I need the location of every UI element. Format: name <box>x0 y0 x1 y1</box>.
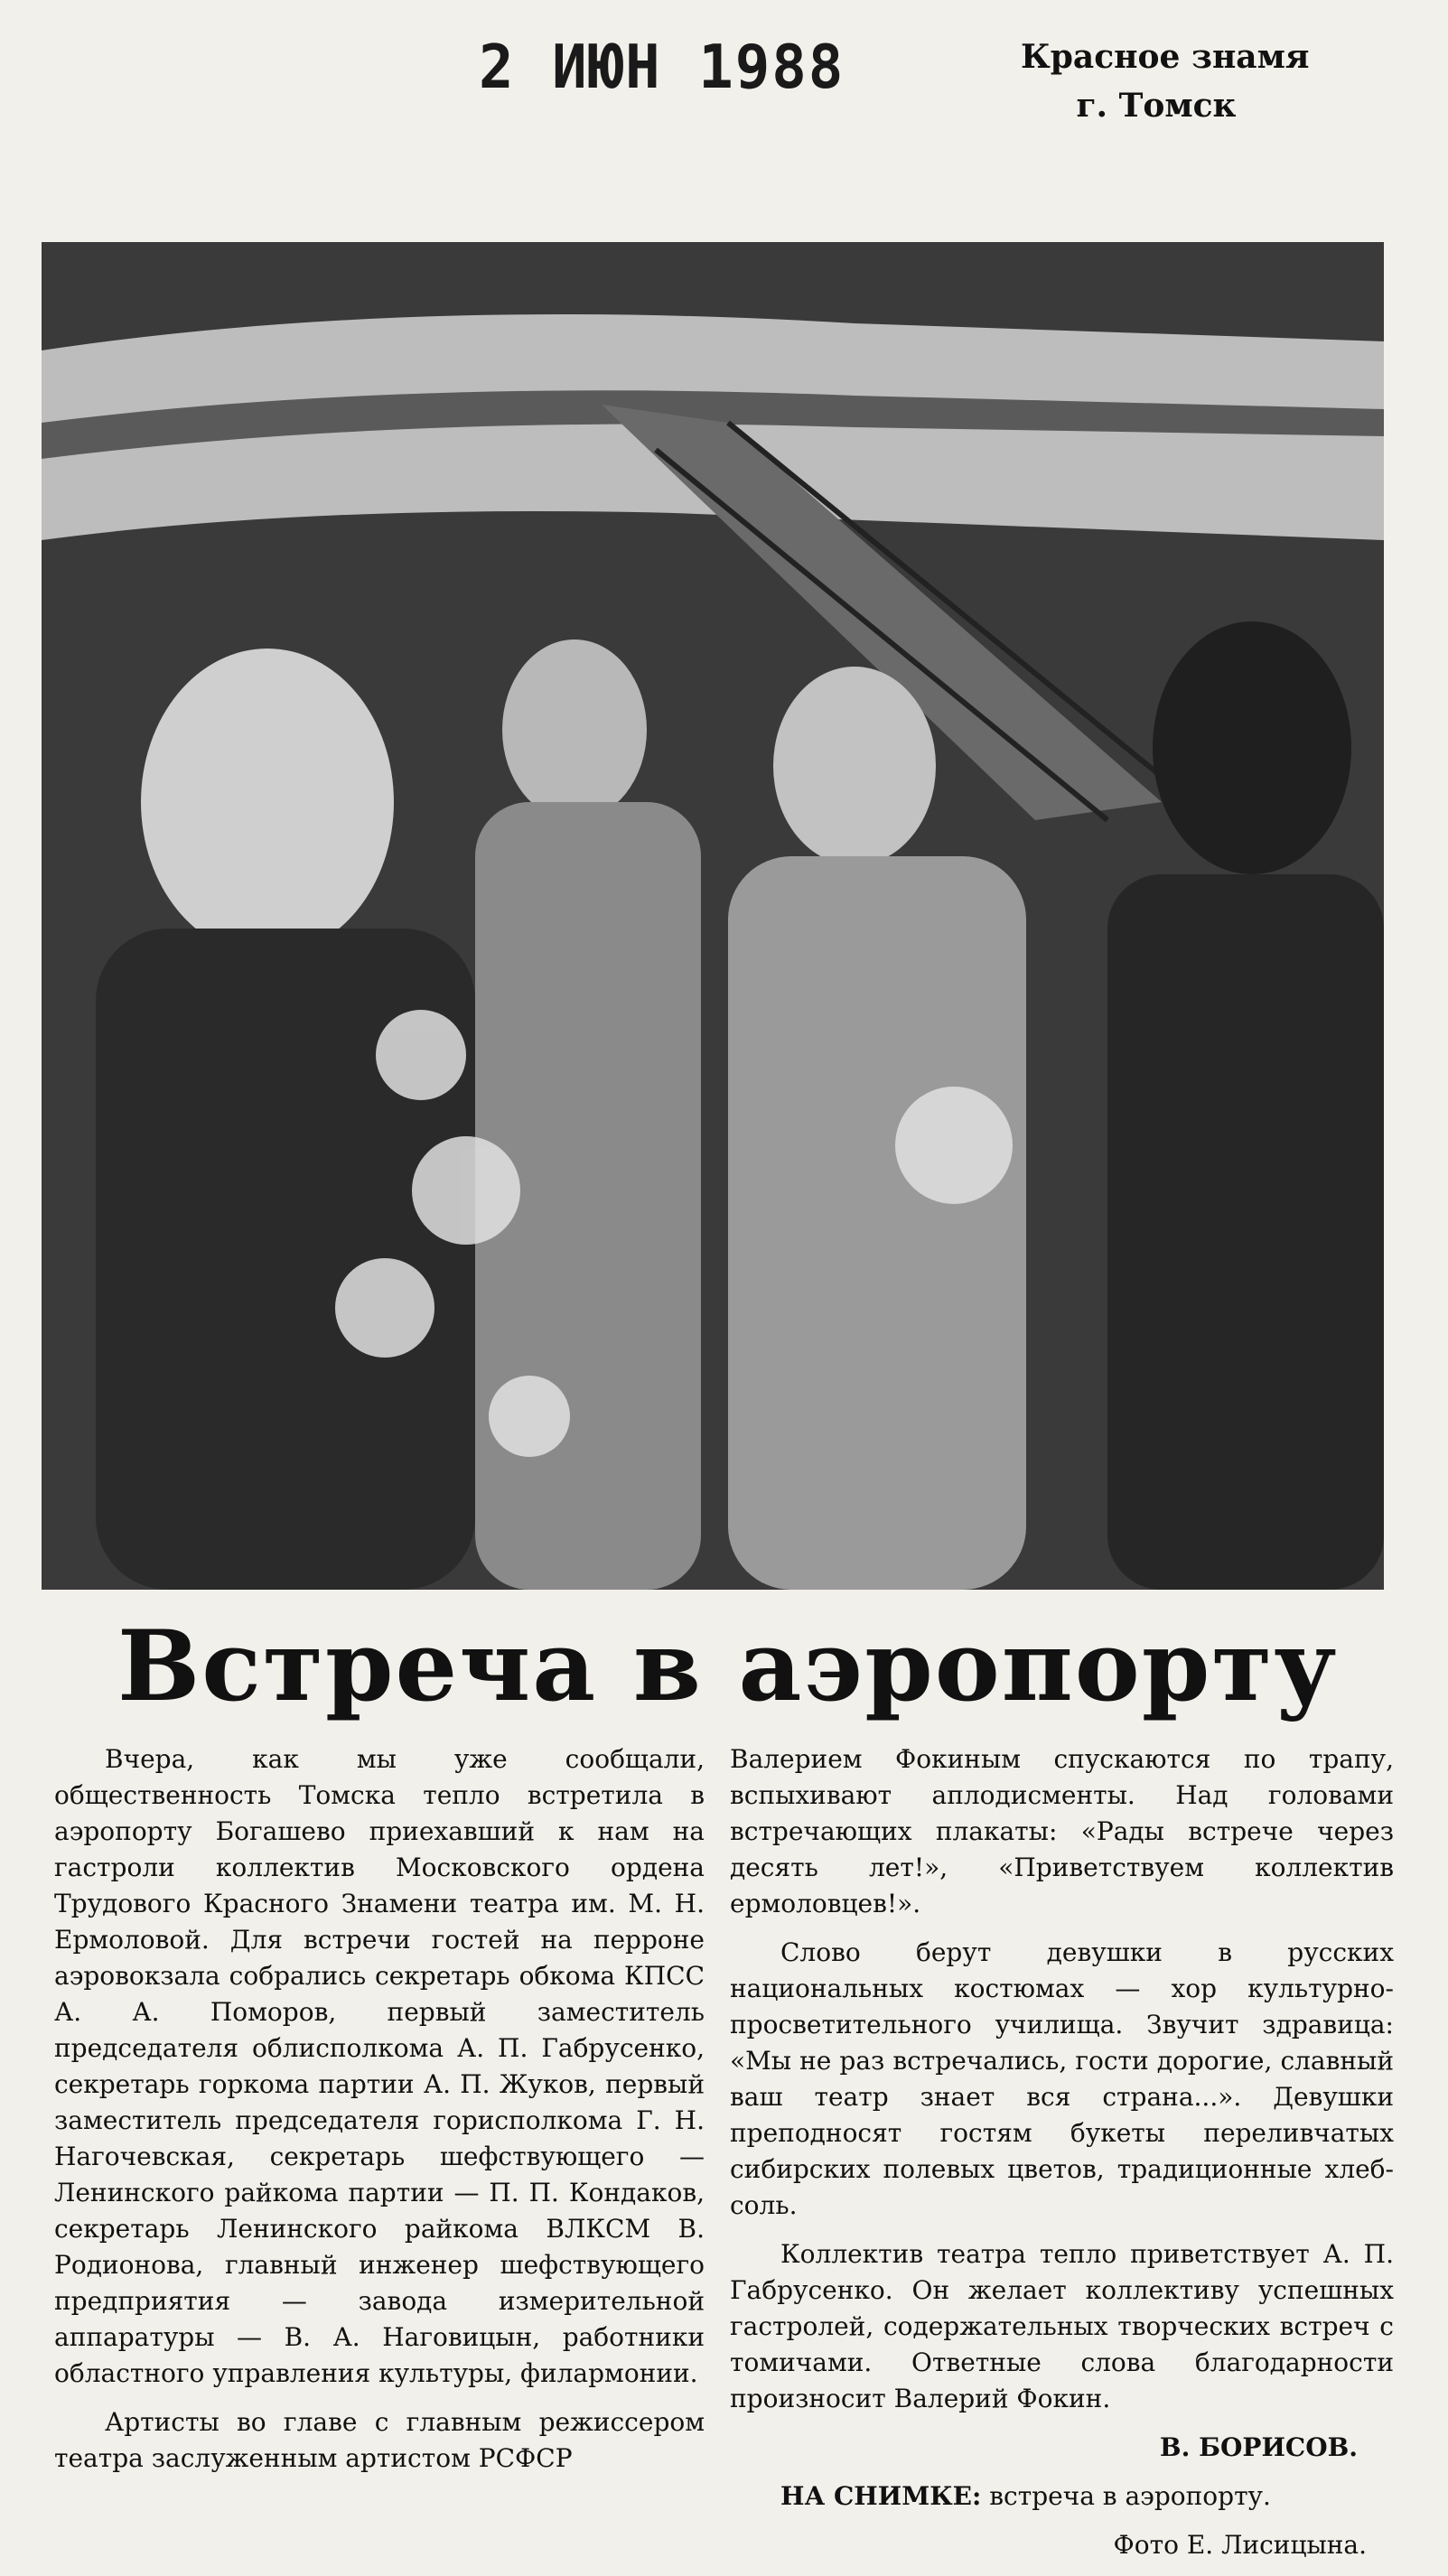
article-paragraph-continued: Валерием Фокиным спускаются по трапу, вспыхивают аплодисменты. Над головами встречающих плакаты: «Рады встрече через десять лет!», «Приветствуем коллектив ермоловцев!». <box>730 1744 1394 1918</box>
article-paragraph: Слово берут девушки в русских национальных костюмах — хор культурно-просветительного училища. Звучит здравица: «Мы не раз встречались, гости дорогие, славный ваш театр знает вся страна...». Девушки преподносят гостям букеты переливчатых сибирских полевых цветов, традиционные хлеб-соль. <box>730 1937 1394 2220</box>
archive-date-stamp: 2 ИЮН 1988 <box>479 33 845 103</box>
article-headline: Встреча в аэропорту <box>117 1610 1339 1723</box>
caption-text: встреча в аэропорту. <box>989 2481 1271 2511</box>
article-paragraph: Артисты во главе с главным режиссером театра заслуженным артистом РСФСР <box>54 2407 705 2473</box>
photo-airport-welcome-icon <box>42 242 1384 1590</box>
photo-credit: Фото Е. Лисицына. <box>1113 2530 1367 2560</box>
article-paragraph: Вчера, как мы уже сообщали, общественность Томска тепло встретила в аэропорту Богашево приехавший к нам на гастроли коллектив Московского ордена Трудового Красного Знамени театра им. М. Н. Ермоловой. Для встречи гостей на перроне аэровокзала собрались секретарь обкома КПСС А. А. Поморов, первый заместитель председателя облисполкома А. П. Габрусенко, секретарь горкома партии А. П. Жуков, первый заместитель председателя горисполкома Г. Н. Нагочевская, секретарь шефствующего — Ленинского райкома партии — П. П. Кондаков, секретарь Ленинского райкома ВЛКСМ В. Родионова, главный инженер шефствующего предприятия — завода измерительной аппаратуры — В. А. Наговицын, работники областного управления культуры, филармонии. <box>54 1744 705 2388</box>
source-stamp <box>1021 33 1310 130</box>
article-paragraph: Коллектив театра тепло приветствует А. П. Габрусенко. Он желает коллективу успешных гастролей, содержательных творческих встреч с томичами. Ответные слова благодарности произносит Валерий Фокин. <box>730 2239 1394 2413</box>
photo-caption <box>730 2478 1394 2515</box>
newspaper-name: Красное знамя <box>1021 38 1310 76</box>
article-column-left <box>54 1741 705 2489</box>
author-signature: В. БОРИСОВ. <box>1159 2432 1358 2462</box>
caption-label: НА СНИМКЕ: <box>780 2481 982 2511</box>
article-column-right <box>730 1741 1394 2576</box>
article-photo <box>42 242 1384 1590</box>
newspaper-city: г. Томск <box>1076 87 1237 125</box>
